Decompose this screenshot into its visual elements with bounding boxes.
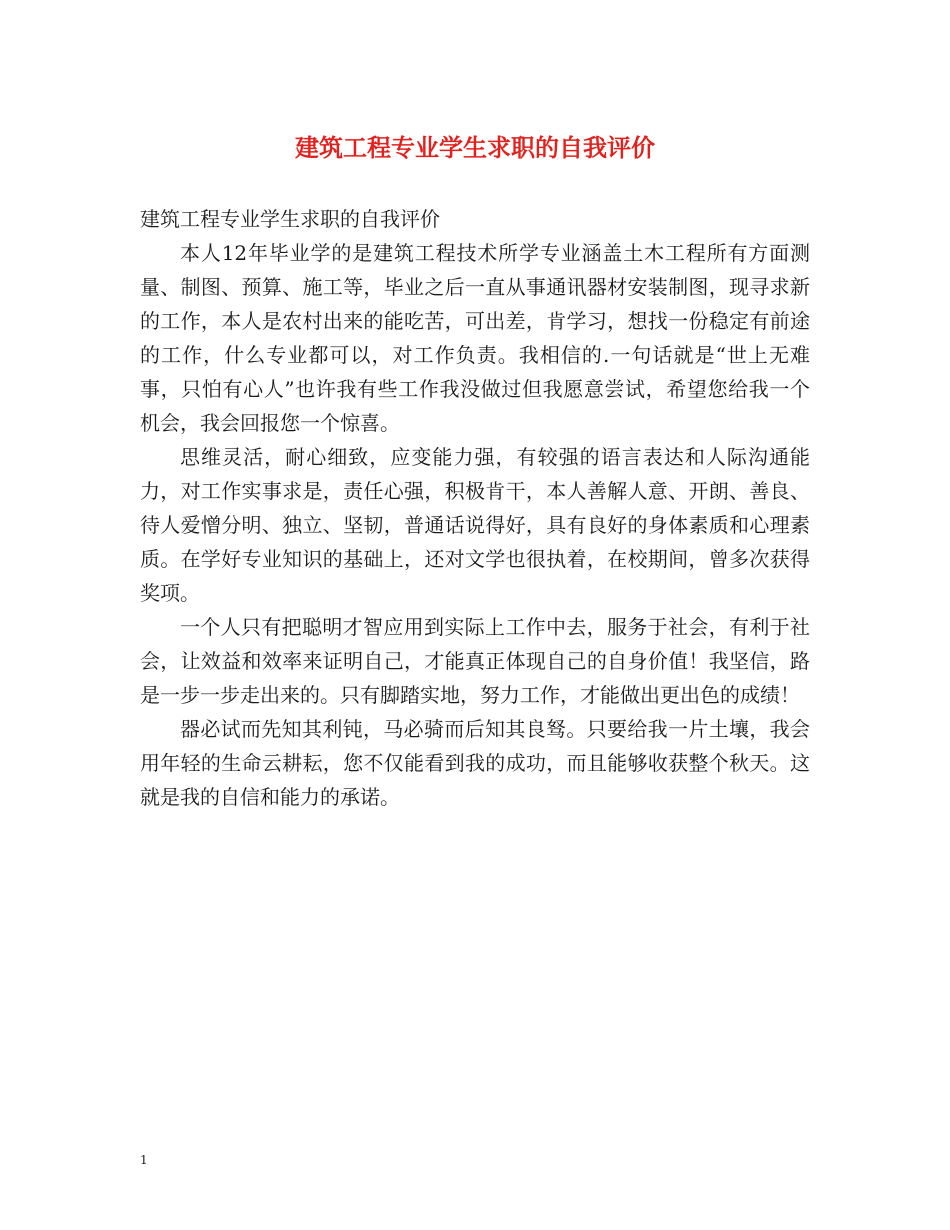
paragraph-1: 本人12年毕业学的是建筑工程技术所学专业涵盖土木工程所有方面测量、制图、预算、施工等，毕业之后一直从事通讯器材安装制图，现寻求新的工作，本人是农村出来的能吃苦，可出差，肯学习，想找一份稳定有前途的工作，什么专业都可以，对工作负责。我相信的.一句话就是“世上无难事，只怕有心人”也许我有些工作我没做过但我愿意尝试，希望您给我一个机会，我会回报您一个惊喜。: [140, 241, 810, 435]
paragraph-4: 器必试而先知其利钝，马必骑而后知其良驽。只要给我一片土壤，我会用年轻的生命云耕耘，您不仅能看到我的成功，而且能够收获整个秋天。这就是我的自信和能力的承诺。: [140, 717, 810, 809]
document-subtitle: 建筑工程专业学生求职的自我评价: [140, 207, 440, 231]
document-title: 建筑工程专业学生求职的自我评价: [295, 134, 655, 162]
document-body: [140, 202, 810, 814]
paragraph-2: 思维灵活，耐心细致，应变能力强，有较强的语言表达和人际沟通能力，对工作实事求是，责任心强，积极肯干，本人善解人意、开朗、善良、待人爱憎分明、独立、坚韧，普通话说得好，具有良好的身体素质和心理素质。在学好专业知识的基础上，还对文学也很执着，在校期间，曾多次获得奖项。: [140, 445, 810, 605]
page-number: 1: [140, 1153, 148, 1167]
paragraph-3: 一个人只有把聪明才智应用到实际上工作中去，服务于社会，有利于社会，让效益和效率来证明自己，才能真正体现自己的自身价值！我坚信，路是一步一步走出来的。只有脚踏实地，努力工作，才能做出更出色的成绩！: [140, 615, 810, 707]
